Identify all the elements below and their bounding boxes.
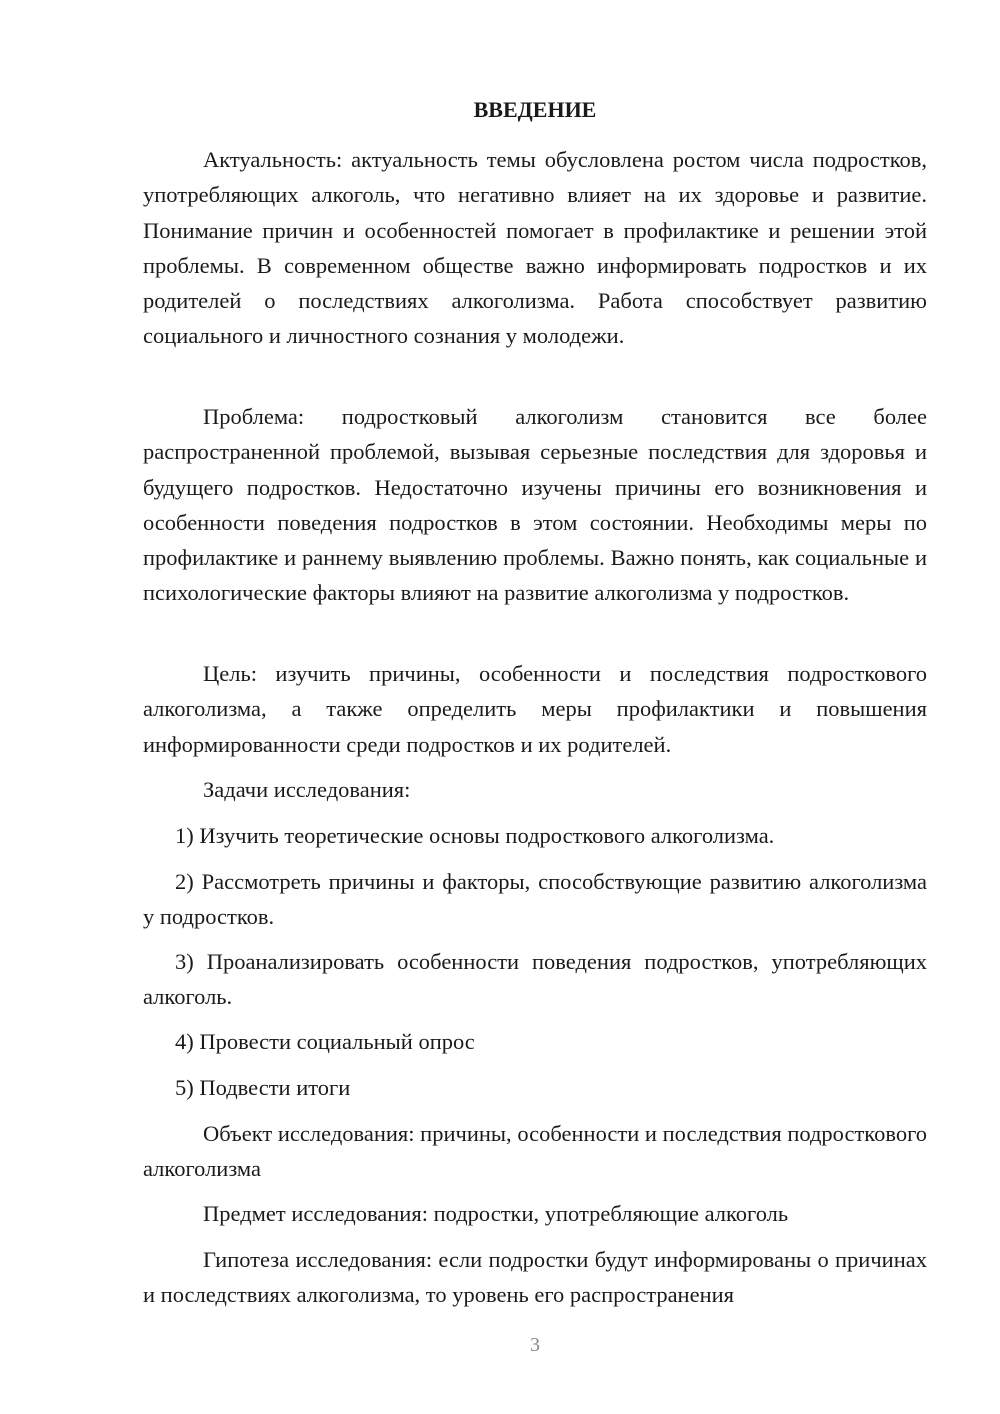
paragraph-goal: Цель: изучить причины, особенности и последствия подросткового алкоголизма, а также определить меры профилактики и повышения информированности среди подростков и их родителей. <box>143 661 927 757</box>
paragraph-object: Объект исследования: причины, особенности и последствия подросткового алкоголизма <box>143 1121 927 1182</box>
task-item-3: 3) Проанализировать особенности поведения подростков, употребляющих алкоголь. <box>143 949 927 1010</box>
paragraph-relevance: Актуальность: актуальность темы обусловлена ростом числа подростков, употребляющих алкоголь, что негативно влияет на их здоровье и развитие. Понимание причин и особенностей помогает в профилактике и решении этой проблемы. В современном обществе важно информировать подростков и их родителей о последствиях алкоголизма. Работа способствует развитию социального и личностного сознания у молодежи. <box>143 147 927 349</box>
task-item-5: 5) Подвести итоги <box>175 1075 351 1100</box>
section-heading: ВВЕДЕНИЕ <box>473 97 597 122</box>
task-item-4: 4) Провести социальный опрос <box>175 1029 475 1054</box>
tasks-heading: Задачи исследования: <box>203 777 411 802</box>
paragraph-hypothesis: Гипотеза исследования: если подростки будут информированы о причинах и последствиях алкоголизма, то уровень его распространения <box>143 1247 927 1308</box>
paragraph-problem: Проблема: подростковый алкоголизм становится все более распространенной проблемой, вызывая серьезные последствия для здоровья и будущего подростков. Недостаточно изучены причины его возникновения и особенности поведения подростков в этом состоянии. Необходимы меры по профилактике и раннему выявлению проблемы. Важно понять, как социальные и психологические факторы влияют на развитие алкоголизма у подростков. <box>143 404 927 606</box>
page-number: 3 <box>530 1334 540 1356</box>
paragraph-subject: Предмет исследования: подростки, употребляющие алкоголь <box>203 1201 789 1226</box>
task-item-1: 1) Изучить теоретические основы подросткового алкоголизма. <box>175 823 775 848</box>
task-item-2: 2) Рассмотреть причины и факторы, способствующие развитию алкоголизма у подростков. <box>143 869 927 930</box>
